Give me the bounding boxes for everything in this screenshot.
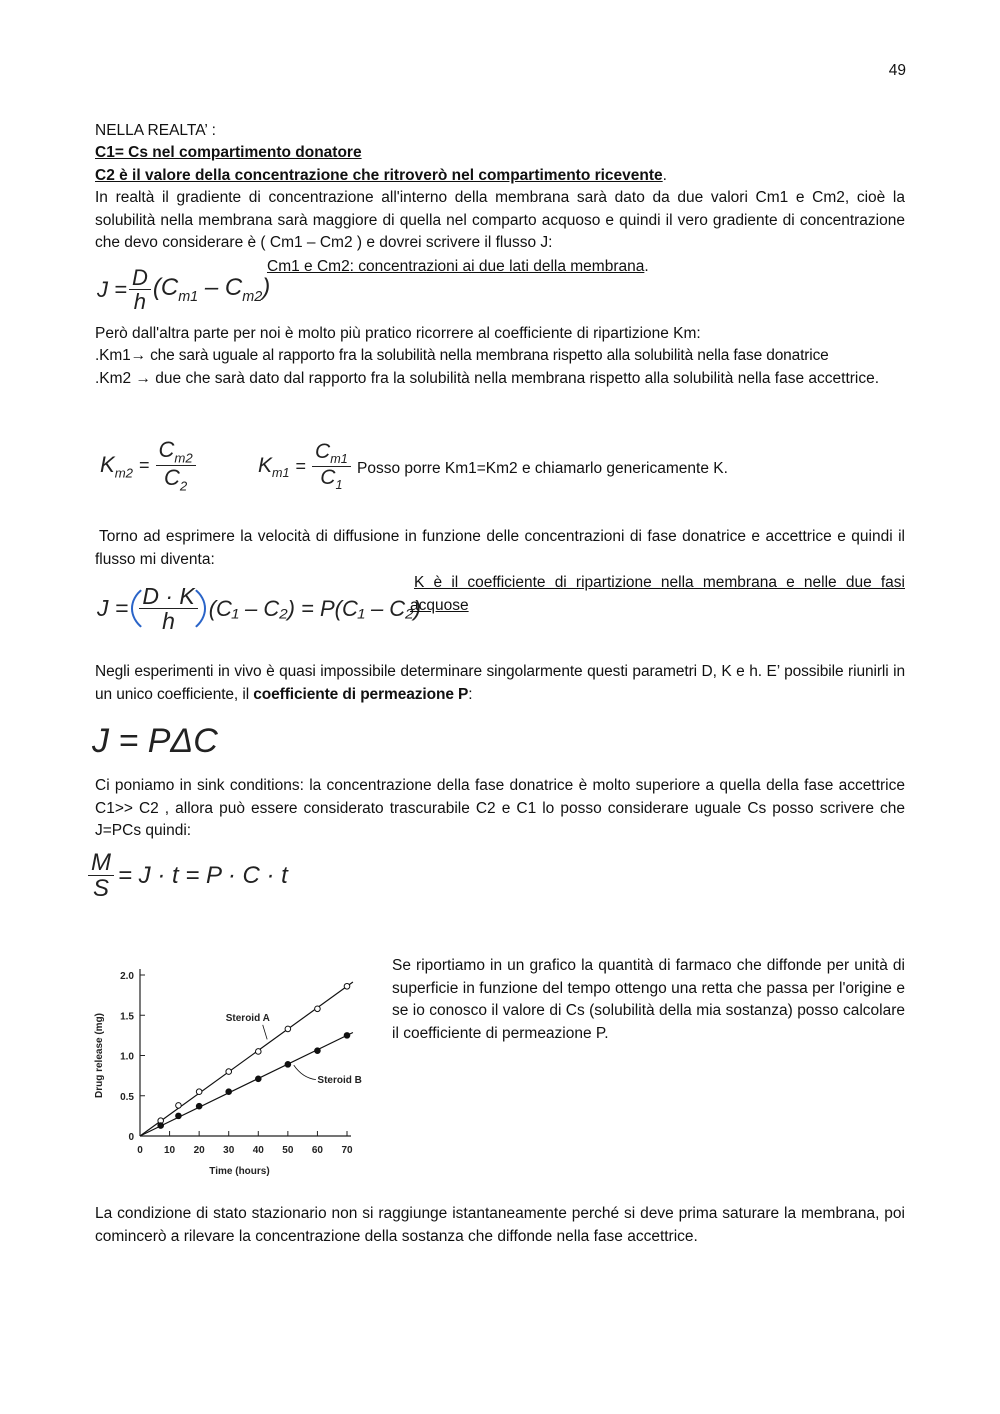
km1-line: .Km1→ che sarà uguale al rapporto fra la solubilità nella membrana rispetto alla solubilità nella fase donatrice <box>95 347 829 364</box>
y-tick-label: 2.0 <box>120 971 134 982</box>
y-axis-label: Drug release (mg) <box>94 1012 105 1099</box>
leader-steroid-b <box>294 1065 316 1079</box>
section-heading: NELLA REALTA’ : <box>95 122 216 139</box>
flux-formula-fraction <box>129 266 151 313</box>
data-point <box>226 1069 232 1075</box>
flux-delta-formula: J = PΔC <box>92 722 218 760</box>
membrane-note-text: Cm1 e Cm2: concentrazioni ai due lati della membrana <box>267 258 645 275</box>
series-label-steroid-a: Steroid A <box>225 1012 270 1024</box>
km1-formula-eq: = <box>295 456 307 477</box>
permeation-formula-lhs: J = <box>97 595 129 622</box>
data-point <box>344 1033 350 1039</box>
y-tick-label: 0 <box>128 1132 134 1143</box>
data-point <box>344 983 350 989</box>
x-tick-label: 50 <box>282 1145 294 1156</box>
drug-release-chart <box>88 955 378 1185</box>
membrane-note <box>267 256 649 279</box>
km2-formula-fraction: $\frac{C_{m2}}{C_2}$ <box>156 438 196 494</box>
data-point <box>226 1089 232 1095</box>
series-line-steroid-a <box>140 982 353 1136</box>
diffusion-paragraph: Torno ad esprimere la velocità di diffusione in funzione delle concentrazioni di fase donatrice e accettrice e quindi il flusso mi diventa: <box>95 528 905 568</box>
data-point <box>315 1006 321 1012</box>
permeation-formula-num: D · K <box>139 584 197 609</box>
y-tick-label: 1.0 <box>120 1051 134 1063</box>
sink-conditions-paragraph: Ci poniamo in sink conditions: la concentrazione della fase donatrice è molto superiore a quella della fase accettrice C1>> C2 , allora può essere considerato trascurabile C2 e C1 lo posso considerare uguale Cs posso scrivere che J=PCs quindi: <box>95 777 905 839</box>
data-point <box>196 1103 202 1109</box>
flux-formula-sub2: m2 <box>242 288 263 305</box>
flux-formula-lhs: J = <box>97 276 127 302</box>
permeation-paragraph-text: Negli esperimenti in vivo è quasi impossibile determinare singolarmente questi parametri D, K e h. E’ possibile riunirli in un unico coefficiente, il <box>95 663 905 703</box>
data-point <box>285 1062 291 1068</box>
mass-formula-fraction <box>88 850 114 901</box>
km-equal-note: Posso porre Km1=Km2 e chiamarlo genericamente K. <box>357 460 728 477</box>
receiver-compartment-end: . <box>662 167 667 184</box>
flux-formula-sub1: m1 <box>178 288 199 305</box>
x-axis-label: Time (hours) <box>209 1166 270 1177</box>
permeation-formula-den: h <box>162 608 175 635</box>
km2-formula-lhs: $K_{m2}$ <box>100 451 134 480</box>
donor-compartment-line: C1= Cs nel compartimento donatore <box>95 144 362 161</box>
km2-formula <box>100 438 196 494</box>
x-tick-label: 40 <box>252 1145 264 1156</box>
flux-formula-minus: – C <box>198 274 243 302</box>
permeation-formula <box>97 580 421 637</box>
x-tick-label: 60 <box>311 1145 323 1156</box>
data-point <box>176 1113 182 1119</box>
permeation-paragraph <box>95 661 905 706</box>
series-label-steroid-b: Steroid B <box>317 1074 362 1086</box>
km1-formula-fraction: $\frac{C_{m1}}{C_1}$ <box>312 441 351 493</box>
mass-formula <box>88 850 288 901</box>
data-point <box>176 1103 182 1109</box>
gradient-paragraph: In realtà il gradiente di concentrazione all'interno della membrana sarà dato da due valori Cm1 e Cm2, cioè la solubilità nella membrana sarà maggiore di quella nel comparto acquoso e quindi il vero gradiente di concentrazione che devo considerare è ( Cm1 – Cm2 ) e dovrei scrivere il flusso J: <box>95 189 905 251</box>
flux-formula-body <box>153 274 270 305</box>
flux-formula-num: D <box>129 266 151 290</box>
data-point <box>255 1076 261 1082</box>
page-number: 49 <box>888 62 906 79</box>
data-point <box>158 1123 164 1129</box>
mass-formula-den: S <box>92 875 109 903</box>
partition-note: K è il coefficiente di ripartizione nella membrana e nelle due fasi acquose <box>410 574 905 614</box>
x-tick-label: 20 <box>193 1145 205 1156</box>
x-tick-label: 10 <box>164 1145 176 1156</box>
km1-formula-lhs: $K_{m1}$ <box>258 453 290 480</box>
permeation-formula-fraction <box>131 580 205 637</box>
y-tick-label: 1.5 <box>120 1011 134 1023</box>
permeation-paragraph-bold: coefficiente di permeazione P <box>253 685 469 703</box>
mass-formula-rest: = J · t = P · C · t <box>118 861 288 889</box>
data-point <box>315 1048 321 1054</box>
km2-line: .Km2 → due che sarà dato dal rapporto fra la solubilità nella membrana rispetto alla solubilità nella fase accettrice. <box>95 370 880 387</box>
leader-steroid-a <box>263 1025 267 1039</box>
steady-state-paragraph: La condizione di stato stazionario non si raggiunge istantaneamente perché si deve prima saturare la membrana, poi comincerò a rilevare la concentrazione della sostanza che diffonde nella fase accettrice. <box>95 1205 905 1245</box>
receiver-compartment-text: C2 è il valore della concentrazione che ritroverò nel compartimento ricevente <box>95 167 663 184</box>
flux-formula <box>97 266 270 313</box>
mass-formula-num: M <box>88 850 114 876</box>
x-tick-label: 0 <box>137 1145 143 1156</box>
x-tick-label: 70 <box>341 1145 353 1156</box>
flux-formula-c: (C <box>152 274 179 302</box>
data-point <box>255 1049 261 1055</box>
permeation-paragraph-end: : <box>468 685 473 703</box>
partition-intro: Però dall'altra parte per noi è molto più pratico ricorrere al coefficiente di ripartizione Km: <box>95 325 701 342</box>
membrane-note-end: . <box>644 258 649 275</box>
flux-formula-close: ) <box>262 274 271 302</box>
data-point <box>285 1026 291 1032</box>
y-tick-label: 0.5 <box>120 1091 134 1103</box>
flux-formula-den: h <box>133 289 147 315</box>
data-point <box>196 1089 202 1095</box>
permeation-formula-rest: (C₁ – C₂) = P(C₁ – C₂) <box>208 595 421 621</box>
km2-formula-eq: = <box>139 455 150 476</box>
chart-description: Se riportiamo in un grafico la quantità di farmaco che diffonde per unità di superficie in funzione del tempo ottengo una retta che passa per l'origine e se io conosco il valore di Cs (solubilità della mia sostanza) posso calcolare il coefficiente di permeazione P. <box>392 957 905 1042</box>
receiver-compartment-line <box>95 165 667 188</box>
km1-formula <box>258 441 351 493</box>
x-tick-label: 30 <box>223 1145 235 1156</box>
